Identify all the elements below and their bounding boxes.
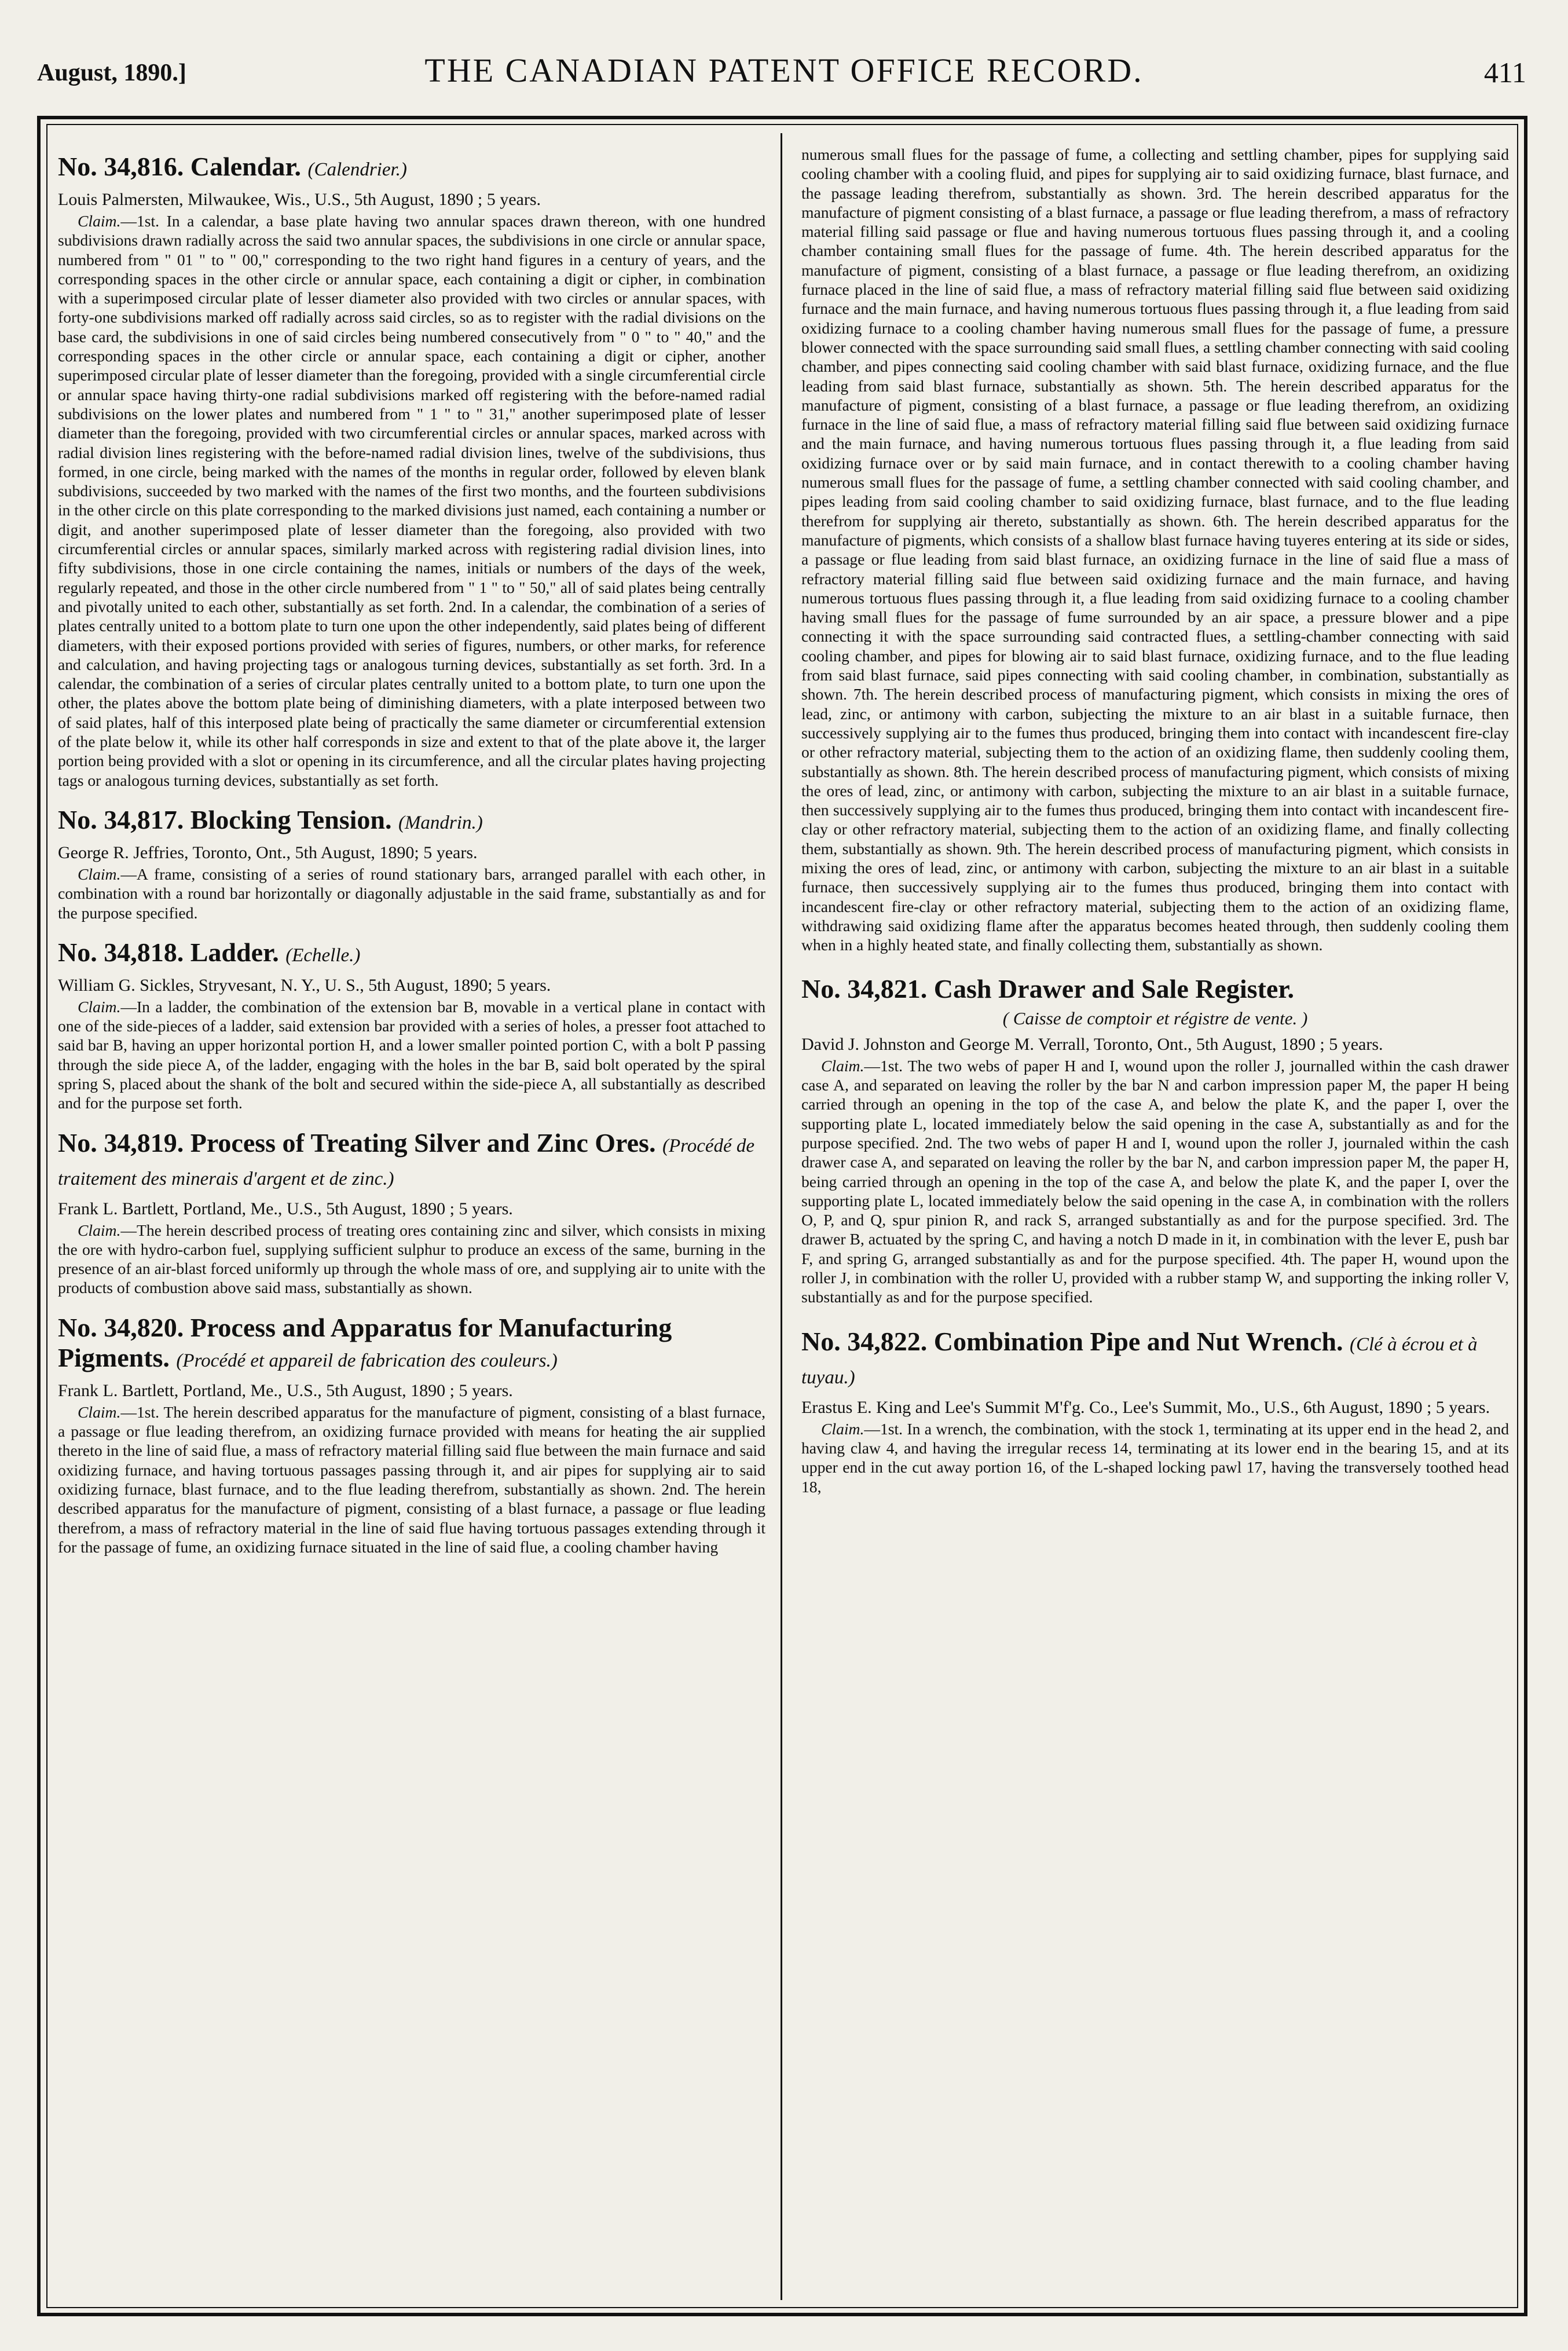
patent-title-french: (Echelle.) — [285, 944, 361, 966]
patent-entry-34816 — [58, 152, 765, 790]
claim-body: —1st. In a calendar, a base plate having two annular spaces drawn thereon, with one hundred subdivisions drawn radially across the said two annular spaces, the subdivisions in one circle or annular space, numbered from " 01 " to " 00," corresponding to the two right hand figures in a century of years, and the corresponding spaces in the other circle or annular space, each containing a digit or cipher, in combination with a superimposed circular plate of lesser diameter also provided with two circles or annular spaces, with forty-one subdivisions marked off radially across said circles, so as to register with the radial divisions on the base card, the subdivisions in one of said circles being numbered consecutively from " 0 " to " 40," and the corresponding spaces in the other circle or annular space, each containing a digit or cipher, another superimposed circular plate of lesser diameter than the foregoing, provided with a single circumferential circle or annular space having thirty-one radial subdivisions marked off registering with the before-named radial subdivisions on the lower plates and numbered from " 1 " to " 31," another superimposed plate of lesser diameter than the foregoing, provided with two circumferential circles or annular spaces, marked across with radial division lines registering with the before-named radial division lines, twelve of the subdivisions, thus formed, in one circle, being marked with the names of the months in regular order, followed by eleven blank subdivisions, succeeded by two marked with the names of the first two months, and the fourteen subdivisions in the other circle on this plate corresponding to the marked divisions just named, each containing a number or digit, and another superimposed plate of lesser diameter than the foregoing, also provided with two circumferential circles or annular spaces, similarly marked across with registering radial division lines, into fifty subdivisions, those in one circle containing the names, initials or numbers of the days of the week, regularly repeated, and those in the other circle numbered from " 1 " to " 50," all of said plates being centrally and pivotally united to each other, substantially as set forth. 2nd. In a calendar, the combination of a series of plates centrally united to a bottom plate to turn one upon the other independently, said plates being of different diameters, with their exposed portions provided with series of figures, numbers, or other marks, for reference and calculation, and having projecting tags or analogous turning devices, substantially as set forth. 3rd. In a calendar, the combination of a series of circular plates centrally united to a bottom plate, to turn one upon the other, the plates above the bottom plate being of diminishing diameters, with a plate interposed between two of said plates, half of this interposed plate being of practically the same diameter or circumferential extension of the plate below it, while its other half corresponds in size and extent to that of the plate above it, the larger portion being provided with a slot or opening in its circumference, and all the circular plates having projecting tags or analogous turning devices, substantially as set forth. — [58, 212, 765, 789]
entry-heading — [801, 1327, 1509, 1393]
patent-number: No. 34,816. — [58, 152, 184, 181]
running-header — [37, 51, 1531, 91]
claim-label: Claim. — [78, 212, 121, 230]
patent-entry-34817 — [58, 805, 765, 922]
claim-label: Claim. — [78, 997, 121, 1016]
patent-title-french: (Mandrin.) — [398, 812, 483, 833]
claim-label: Claim. — [78, 865, 121, 883]
patent-title: Cash Drawer and Sale Register. — [933, 974, 1294, 1004]
patent-number: No. 34,818. — [58, 937, 184, 967]
entry-heading — [801, 974, 1509, 1004]
patent-entry-34820 — [58, 1313, 765, 1557]
claim-label: Claim. — [821, 1419, 864, 1438]
claim-label: Claim. — [78, 1221, 121, 1239]
claim-body: —The herein described process of treating ores containing zinc and silver, which consists in mixing the ore with hydro-carbon fuel, supplying sufficient sulphur to produce an excess of the same, burning in the presence of an air-blast forced uniformly up through the whole mass of ore, and supplying air to unite with the products of combustion above said mass, substantially as shown. — [58, 1221, 765, 1297]
patent-title: Blocking Tension. — [190, 804, 392, 834]
patent-title-french: (Calendrier.) — [307, 159, 407, 180]
claim-text — [58, 1221, 765, 1298]
patent-title-french: ( Caisse de comptoir et régistre de vente. ) — [1002, 1008, 1308, 1029]
patentee: George R. Jeffries, Toronto, Ont., 5th August, 1890; 5 years. — [58, 843, 478, 862]
patentee: David J. Johnston and George M. Verrall, Toronto, Ont., 5th August, 1890 ; 5 years. — [801, 1034, 1383, 1054]
right-column — [801, 145, 1509, 2293]
patentee: Frank L. Bartlett, Portland, Me., U.S., 5th August, 1890 ; 5 years. — [58, 1380, 513, 1400]
patent-title: Process of Treating Silver and Zinc Ores. — [190, 1127, 656, 1158]
claim-text — [58, 1402, 765, 1557]
header-date: August, 1890.] — [37, 60, 186, 86]
patent-entry-34821 — [801, 974, 1509, 1306]
patent-title-french: (Clé à écrou et à tuyau.) — [801, 1334, 1478, 1388]
patent-title: Process and Apparatus for Manufacturing Pigments. — [58, 1312, 672, 1372]
claim-body: —1st. The herein described apparatus for the manufacture of pigment, consisting of a blast furnace, a passage or flue leading therefrom, an oxidizing furnace provided with means for heating the air supplied thereto in the line of said flue, a mass of refractory material filling said flue between the main furnace and said oxidizing furnace, and having tortuous passages passing through it, and air pipes for supplying air to said oxidizing furnace, blast furnace, and to the flue leading therefrom, substantially as shown. 2nd. The herein described apparatus for the manufacture of pigment, consisting of a blast furnace, a passage or flue leading therefrom, a mass of refractory material in the line of said flue having tortuous passages extending through it for the passage of fume, an oxidizing furnace situated in the line of said flue, a cooling chamber having — [58, 1402, 765, 1556]
claim-continuation: numerous small flues for the passage of fume, a collecting and settling chamber, pipes for supplying said cooling chamber with a cooling fluid, and pipes for supplying air to said oxidizing furnace, blast furnace, and the passage leading therefrom, substantially as shown. 3rd. The herein described apparatus for the manufacture of pigment consisting of a blast furnace, a passage or flue leading therefrom, a mass of refractory material filling said passage or flue and having numerous tortuous flues passing through it, and a cooling chamber containing small flues for the passage of fume. 4th. The herein described apparatus for the manufacture of pigment, consisting of a blast furnace, a passage or flue leading therefrom, an oxidizing furnace placed in the line of said flue, a mass of refractory material filling said flue between said oxidizing furnace and the main furnace, and having numerous tortuous flues passing through it, a flue leading from said oxidizing furnace to a cooling chamber having numerous small flues for the passage of fume, a pressure blower connected with the space surrounding said small flues, a settling chamber connecting with said cooling chamber, and pipes connecting said cooling chamber with said blast furnace, oxidizing furnace, and the flue leading from said blast furnace, substantially as shown. 5th. The herein described apparatus for the manufacture of pigment, consisting of a blast furnace, a passage or flue leading therefrom, an oxidizing furnace in the line of said flue, a mass of refractory material filling said flue between said oxidizing furnace and the main furnace, and having numerous tortuous flues passing through it, a flue leading from said oxidizing furnace over or by said main furnace, and in contact therewith to a cooling chamber having numerous small flues for the passage of fume, a settling chamber connected with said cooling chamber, and pipes leading from said cooling chamber to said oxidizing furnace, blast furnace, and to the flue leading therefrom for supplying air thereto, substantially as shown. 6th. The herein described apparatus for the manufacture of pigments, which consists of a shallow blast furnace having tuyeres entering at its side or sides, a passage or flue leading from said blast furnace, an oxidizing furnace in the line of said flue a mass of refractory material filling said flue between said oxidizing furnace and the main furnace, and having numerous tortuous flues passing through it, a flue leading from said oxidizing furnace to a cooling chamber having small flues for the passage of fume surrounded by an air space, a pressure blower and a pipe connecting it with the space surrounding said contracted flues, a settling-chamber connecting with said cooling chamber, and pipes for blowing air to said blast furnace, oxidizing furnace, and to the flue leading from said blast furnace, said pipes connecting with said cooling chamber, in combination, substantially as shown. 7th. The herein described process of manufacturing pigment, which consists in mixing the ores of lead, zinc, or antimony with carbon, subjecting the mixture to an air blast in a suitable furnace, then successively supplying air to the fumes thus produced, bringing them into contact with incandescent fire-clay or other refractory material, subjecting them to the action of an oxidizing flame, then suddenly cooling them, substantially as shown. 8th. The herein described process of manufacturing pigment, which consists of mixing the ores of lead, zinc, or antimony with carbon, subjecting the mixture to an air blast in a suitable furnace, then successively supplying air to the fumes thus produced, bringing them into contact with incandescent fire-clay or other refractory material, subjecting them to the action of an oxidizing flame, and finally collecting them, substantially as shown. 9th. The herein described process of manufacturing pigment, which consists in mixing the ores of lead, zinc, or antimony with carbon, subjecting the mixture to an air blast in a suitable furnace, then successively supplying air to the fumes thus produced, bringing them into contact with incandescent fire-clay or other refractory material, subjecting them to the action of an oxidizing flame, withdrawing said oxidizing flame after the apparatus becomes heated through, then suddenly cooling them when in a highly heated state, and finally collecting them, substantially as shown. — [801, 145, 1509, 954]
patent-entry-34819 — [58, 1128, 765, 1298]
patent-title-french: (Procédé et appareil de fabrication des couleurs.) — [176, 1350, 558, 1371]
patent-number: No. 34,819. — [58, 1127, 184, 1158]
patent-number: No. 34,821. — [801, 974, 928, 1004]
patentee: Louis Palmersten, Milwaukee, Wis., U.S., 5th August, 1890 ; 5 years. — [58, 190, 541, 209]
entry-heading — [58, 805, 765, 838]
patentee: Frank L. Bartlett, Portland, Me., U.S., 5th August, 1890 ; 5 years. — [58, 1199, 513, 1218]
patent-title: Ladder. — [190, 937, 279, 967]
patent-title: Combination Pipe and Nut Wrench. — [933, 1326, 1343, 1356]
claim-text — [58, 997, 765, 1113]
claim-body: —A frame, consisting of a series of round stationary bars, arranged parallel with each other, in combination with a round bar horizontally or diagonally adjustable in the said frame, substantially as and for the purpose specified. — [58, 865, 765, 922]
patent-title: Calendar. — [190, 152, 302, 181]
patent-entry-34820-continued — [801, 145, 1509, 954]
claim-body: —1st. The two webs of paper H and I, wound upon the roller J, journalled within the cash drawer case A, and separated on leaving the roller by the bar N and carbon impression paper M, the paper H being carried through an opening in the top of the case A, and below the plate K, and the paper I, over the supporting plate L, located immediately below the said opening in the case A, substantially as and for the purpose specified. 2nd. The two webs of paper H and I, wound upon the roller J, journaled within the cash drawer case A, and separated on leaving the roller by the bar N, and carbon impression paper M, the paper H, being carried through an opening in the top of the case A, and below the plate K, and the paper I, over the supporting plate L, located immediately below the said opening in the case A, in combination with the rollers O, P, and Q, spur pinion R, and rack S, arranged substantially as and for the purpose specified. 3rd. The drawer B, actuated by the spring C, and having a notch D made in it, in combination with the lever E, push bar F, and spring G, arranged substantially as and for the purpose specified. 4th. The paper H, wound upon the roller J, in combination with the roller U, provided with a rubber stamp W, and supporting the inking roller V, substantially as and for the purpose specified. — [801, 1056, 1509, 1306]
patent-entry-34822 — [801, 1327, 1509, 1496]
column-divider — [781, 133, 782, 2300]
claim-body: —1st. In a wrench, the combination, with the stock 1, terminating at its upper end in the head 2, and having claw 4, and having the irregular recess 14, terminating at its lower end in the bearing 15, and at its upper end in the cut away portion 16, of the L-shaped locking pawl 17, having the transversely toothed head 18, — [801, 1419, 1509, 1496]
claim-label: Claim. — [78, 1402, 121, 1421]
page-number: 411 — [1483, 56, 1526, 89]
claim-label: Claim. — [821, 1056, 864, 1075]
patent-number: No. 34,822. — [801, 1326, 928, 1356]
patentee: William G. Sickles, Stryvesant, N. Y., U. S., 5th August, 1890; 5 years. — [58, 975, 551, 995]
claim-text — [801, 1419, 1509, 1496]
entry-heading — [58, 1313, 765, 1376]
claim-text — [801, 1056, 1509, 1307]
claim-text — [58, 865, 765, 922]
journal-title: THE CANADIAN PATENT OFFICE RECORD. — [424, 52, 1144, 89]
claim-body: —In a ladder, the combination of the extension bar B, movable in a vertical plane in contact with one of the side-pieces of a ladder, said extension bar provided with a series of holes, a presser foot attached to said bar B, having an upper horizontal portion H, and a lower smaller pointed portion C, with a bolt P passing through the side piece A, of the ladder, engaging with the holes in the bar B, said bolt operated by the spiral spring S, placed about the shank of the bolt and secured within the side-piece A, all substantially as described and for the purpose set forth. — [58, 997, 765, 1112]
patent-number: No. 34,817. — [58, 804, 184, 834]
patent-title-french: (Procédé de traitement des minerais d'argent et de zinc.) — [58, 1135, 755, 1189]
patent-entry-34818 — [58, 938, 765, 1113]
left-column — [58, 145, 765, 2293]
patentee: Erastus E. King and Lee's Summit M'f'g. Co., Lee's Summit, Mo., U.S., 6th August, 1890 ; 5 years. — [801, 1397, 1490, 1417]
entry-heading — [58, 1128, 765, 1194]
patent-number: No. 34,820. — [58, 1312, 184, 1342]
claim-text — [58, 211, 765, 790]
entry-heading — [58, 938, 765, 971]
entry-heading — [58, 152, 765, 185]
